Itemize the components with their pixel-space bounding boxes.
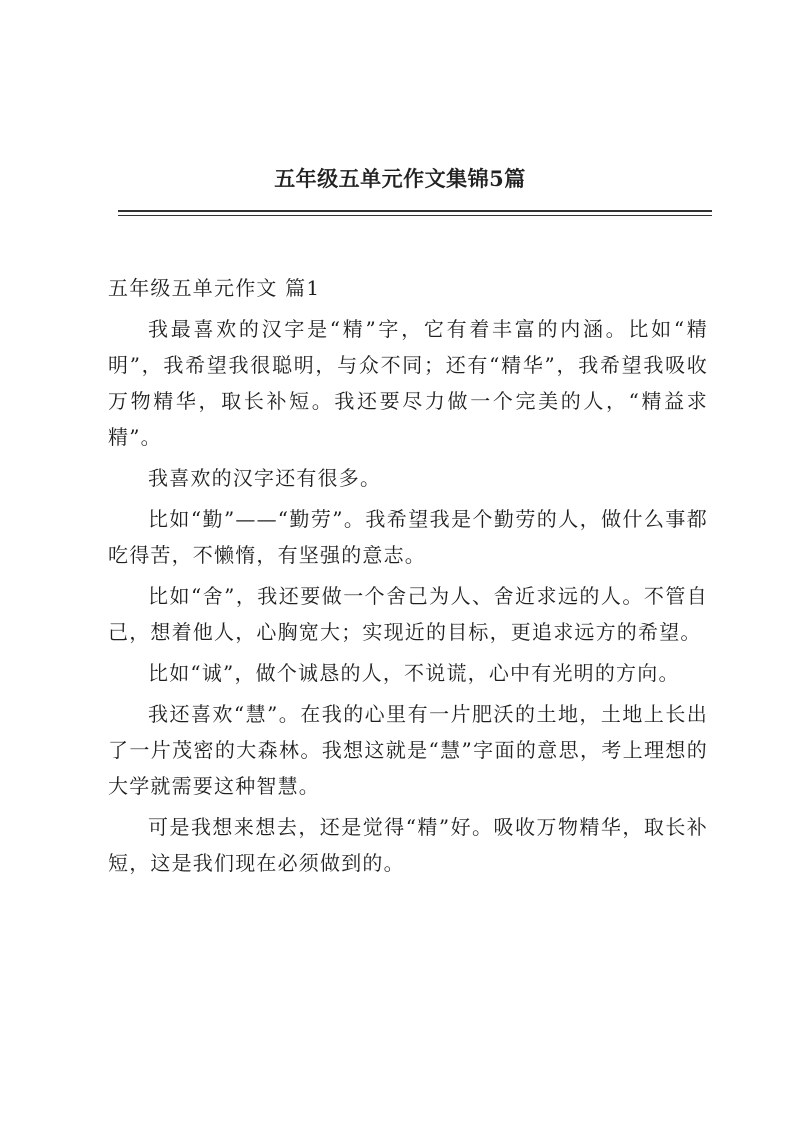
title-divider-thin [118,215,712,216]
paragraph-5: 比如“诚”，做个诚恳的人，不说谎，心中有光明的方向。 [148,661,680,685]
title-divider-thick [118,210,712,212]
paragraph-1: 我最喜欢的汉字是“精”字，它有着丰富的内涵。比如“精明”，我希望我很聪明，与众不同；还有“精华”，我希望我吸收万物精华，取长补短。我还要尽力做一个完美的人，“精益求精”。 [108,317,708,449]
section-heading: 五年级五单元作文 篇1 [108,276,321,300]
document-title: 五年级五单元作文集锦5篇 [274,166,526,191]
paragraph-3: 比如“勤”——“勤劳”。我希望我是个勤劳的人，做什么事都吃得苦，不懒惰，有坚强的意志。 [108,507,708,567]
paragraph-2: 我喜欢的汉字还有很多。 [148,466,382,490]
paragraph-4: 比如“舍”，我还要做一个舍己为人、舍近求远的人。不管自己，想着他人，心胸宽大；实现近的目标，更追求远方的希望。 [108,584,708,644]
paragraph-6: 我还喜欢“慧”。在我的心里有一片肥沃的土地，土地上长出了一片茂密的大森林。我想这就是“慧”字面的意思，考上理想的大学就需要这种智慧。 [108,702,708,798]
document-body [108,270,708,886]
paragraph-7: 可是我想来想去，还是觉得“精”好。吸收万物精华，取长补短，这是我们现在必须做到的。 [108,815,708,875]
